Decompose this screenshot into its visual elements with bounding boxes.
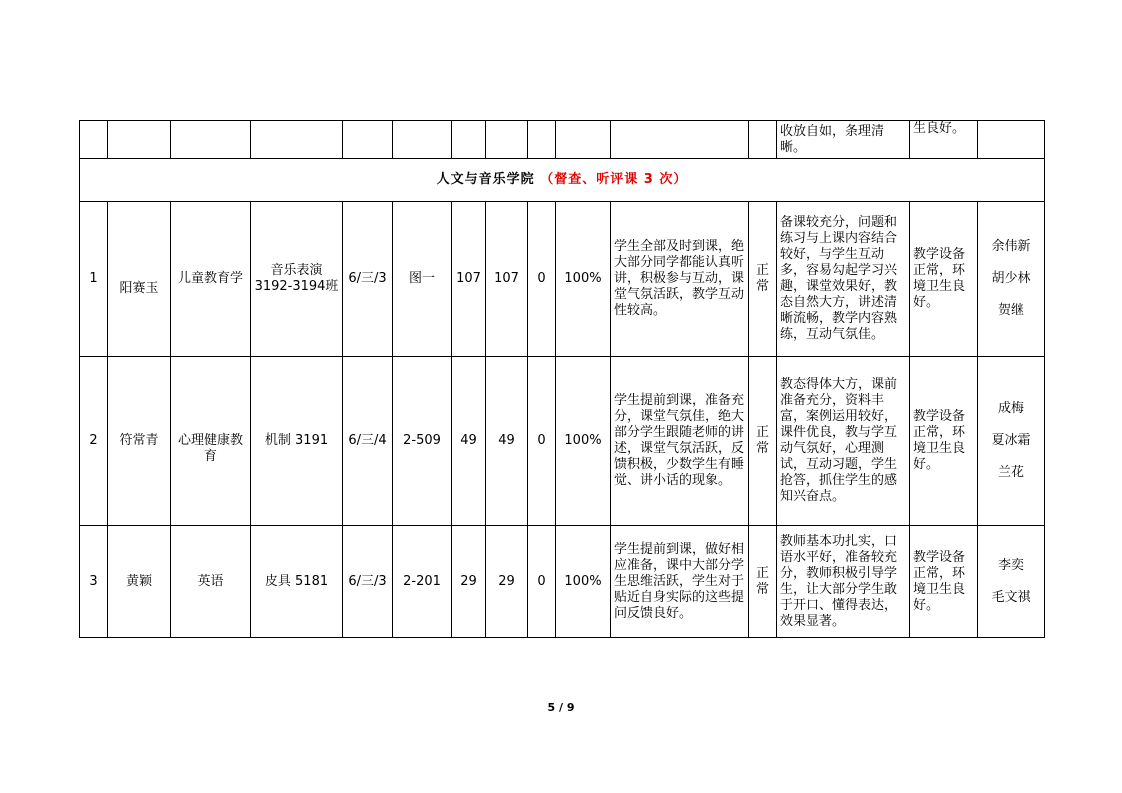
environment-note: 教学设备正常，环境卫生良好。 [910, 202, 978, 357]
actual-count: 107 [486, 202, 528, 357]
inspection-count: （督查、听评课 3 次） [540, 172, 688, 187]
section-title [80, 159, 1045, 202]
course-name: 心理健康教育 [171, 357, 251, 526]
actual-count: 49 [486, 357, 528, 526]
course-name: 儿童教育学 [171, 202, 251, 357]
section-header-row [80, 159, 1045, 202]
class-time: 6/三/4 [343, 357, 393, 526]
teaching-comment: 教态得体大方，课前准备充分，资料丰富，案例运用较好，课件优良，教与学互动气氛好，心理测试，互动习题，学生抢答，抓住学生的感知兴奋点。 [777, 357, 910, 526]
row-number: 1 [80, 202, 108, 357]
inspector-list [978, 526, 1045, 638]
expected-count: 49 [452, 357, 486, 526]
absent-count: 0 [528, 526, 556, 638]
class-name: 机制 3191 [251, 357, 343, 526]
order-status: 正常 [749, 357, 777, 526]
inspector-name: 李奕 [997, 557, 1024, 573]
page-number: 5 / 9 [547, 701, 575, 714]
inspector-name: 成梅 [997, 401, 1024, 416]
class-name: 音乐表演3192-3194班 [251, 202, 343, 357]
teaching-comment: 备课较充分，问题和练习与上课内容结合较好，与学生互动多，容易勾起学习兴趣，课堂效果好，教态自然大方，讲述清晰流畅，教学内容熟练，互动气氛佳。 [777, 202, 910, 357]
table-row [80, 202, 1045, 357]
environment-note: 教学设备正常，环境卫生良好。 [910, 526, 978, 638]
student-comment: 学生提前到课，准备充分，课堂气氛佳，绝大部分学生跟随老师的讲述，课堂气氛活跃，反馈积极，少数学生有睡觉、讲小话的现象。 [611, 357, 749, 526]
teaching-comment: 收放自如，条理清晰。 [777, 121, 910, 159]
inspector-list [978, 357, 1045, 526]
inspector-name: 夏冰霜 [991, 433, 1031, 448]
inspector-name: 兰花 [997, 465, 1024, 480]
class-time: 6/三/3 [343, 202, 393, 357]
classroom: 2-201 [393, 526, 452, 638]
teacher-name: 黄颖 [108, 526, 171, 638]
student-comment: 学生提前到课，做好相应准备，课中大部分学生思维活跃，学生对于贴近自身实际的这些提问反馈良好。 [611, 526, 749, 638]
absent-count: 0 [528, 202, 556, 357]
row-number: 3 [80, 526, 108, 638]
attendance-rate: 100% [556, 357, 611, 526]
teaching-comment: 教师基本功扎实，口语水平好，准备较充分，教师积极引导学生，让大部分学生敢于开口、懂得表达，效果显著。 [777, 526, 910, 638]
student-comment: 学生全部及时到课，绝大部分同学都能认真听讲，积极参与互动，课堂气氛活跃，教学互动性较高。 [611, 202, 749, 357]
inspector-name: 余伟新 [991, 239, 1031, 254]
expected-count: 107 [452, 202, 486, 357]
attendance-rate: 100% [556, 202, 611, 357]
teacher-name: 阳赛玉 [108, 202, 171, 357]
class-name: 皮具 5181 [251, 526, 343, 638]
inspection-table [79, 120, 1045, 638]
inspector-list [978, 202, 1045, 357]
environment-note: 教学设备正常，环境卫生良好。 [910, 357, 978, 526]
inspector-name: 胡少林 [991, 271, 1031, 286]
absent-count: 0 [528, 357, 556, 526]
course-name: 英语 [171, 526, 251, 638]
college-name: 人文与音乐学院 [436, 172, 535, 187]
environment-note: 生良好。 [910, 121, 978, 159]
classroom: 图一 [393, 202, 452, 357]
inspector-name: 毛文祺 [991, 589, 1031, 605]
class-time: 6/三/3 [343, 526, 393, 638]
inspector-name: 贺继 [997, 303, 1024, 318]
actual-count: 29 [486, 526, 528, 638]
teacher-name: 符常青 [108, 357, 171, 526]
attendance-rate: 100% [556, 526, 611, 638]
classroom: 2-509 [393, 357, 452, 526]
table-row [80, 357, 1045, 526]
order-status: 正常 [749, 202, 777, 357]
row-number: 2 [80, 357, 108, 526]
order-status: 正常 [749, 526, 777, 638]
continued-row [80, 121, 1045, 159]
table-row [80, 526, 1045, 638]
expected-count: 29 [452, 526, 486, 638]
